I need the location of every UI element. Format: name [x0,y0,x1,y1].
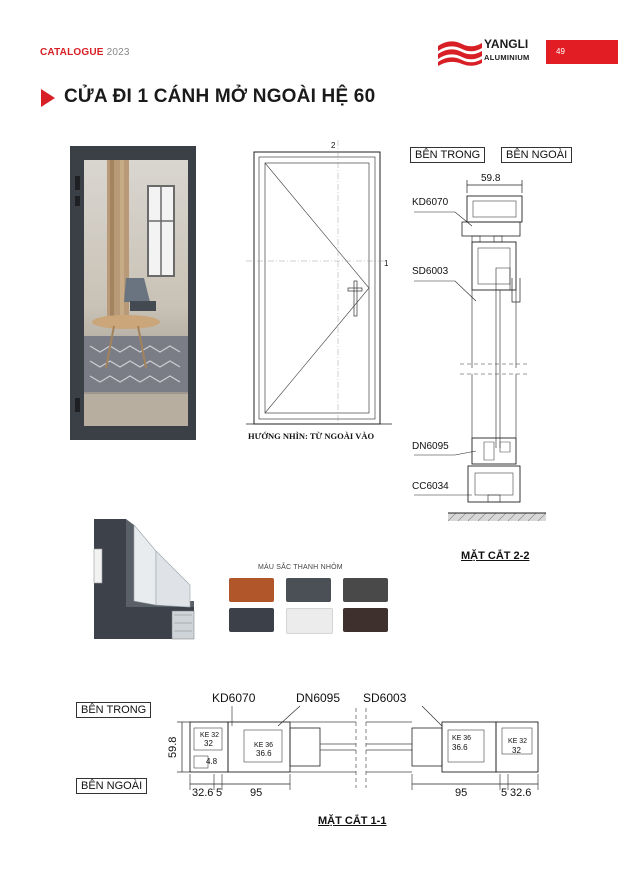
colors-title: MÀU SẮC THANH NHÔM [258,564,343,571]
page-number: 49 [546,40,618,64]
dim-right-1: 95 [455,787,468,799]
color-swatch [229,608,274,632]
ke-left-1: KE 32 [200,732,220,739]
dim-right-2: 5 [501,787,508,799]
catalogue-label [40,47,130,58]
dim-left-3: 95 [250,787,263,799]
corner-profile-render [90,515,200,643]
ke-right-1: KE 36 [452,735,472,742]
catalogue-year: 2023 [106,47,130,58]
section22-width-dim: 59.8 [481,173,501,184]
ke-left-2: KE 36 [254,742,274,749]
section-1-1-drawing [160,688,550,808]
section22-inside-label: BÊN TRONG [410,147,485,163]
brand-sub: ALUMINIUM [484,53,530,62]
dim-left-2: 5 [216,787,223,799]
section-2-2-drawing [400,168,570,538]
dim-left-1: 32.6 [192,787,214,799]
ke-left-2-val: 36.6 [256,749,272,758]
dim-right-3: 32.6 [510,787,532,799]
section11-inside-label: BÊN TRONG [76,702,151,718]
profile-cc6034-label: CC6034 [412,481,449,492]
door-elevation-drawing [246,138,396,430]
section-mark-top: 2 [331,141,336,150]
color-swatch [286,608,333,634]
profile-dn6095-label: DN6095 [412,441,449,452]
ke-right-2: KE 32 [508,738,528,745]
s11-profile-sd6003: SD6003 [363,691,407,705]
section11-outside-label: BÊN NGOÀI [76,778,147,794]
brand [484,38,530,64]
view-caption: HƯỚNG NHÌN: TỪ NGOÀI VÀO [248,431,375,441]
catalogue-text: CATALOGUE [40,47,104,58]
page-title: CỬA ĐI 1 CÁNH MỞ NGOÀI HỆ 60 [64,86,376,107]
color-swatch [343,608,388,632]
s11-profile-kd6070: KD6070 [212,691,256,705]
profile-kd6070-label: KD6070 [412,197,449,208]
ke-right-1-val: 36.6 [452,743,468,752]
color-swatch [343,578,388,602]
door-photo [70,146,196,440]
section-mark-side: 1 [384,259,389,268]
s11-profile-dn6095: DN6095 [296,691,341,705]
ke-right-2-val: 32 [512,746,521,755]
section11-height-dim: 59.8 [167,736,179,758]
ke-left-1-val: 32 [204,739,213,748]
brand-name: YANGLI [484,37,529,51]
profile-sd6003-label: SD6003 [412,266,449,277]
section22-caption: MẶT CẮT 2-2 [461,550,530,562]
section22-outside-label: BÊN NGOÀI [501,147,572,163]
color-swatch [229,578,274,602]
section11-caption: MẶT CẮT 1-1 [318,815,387,827]
dim-small: 4.8 [206,757,218,766]
color-swatch [286,578,331,602]
title-arrow-icon [41,89,55,107]
